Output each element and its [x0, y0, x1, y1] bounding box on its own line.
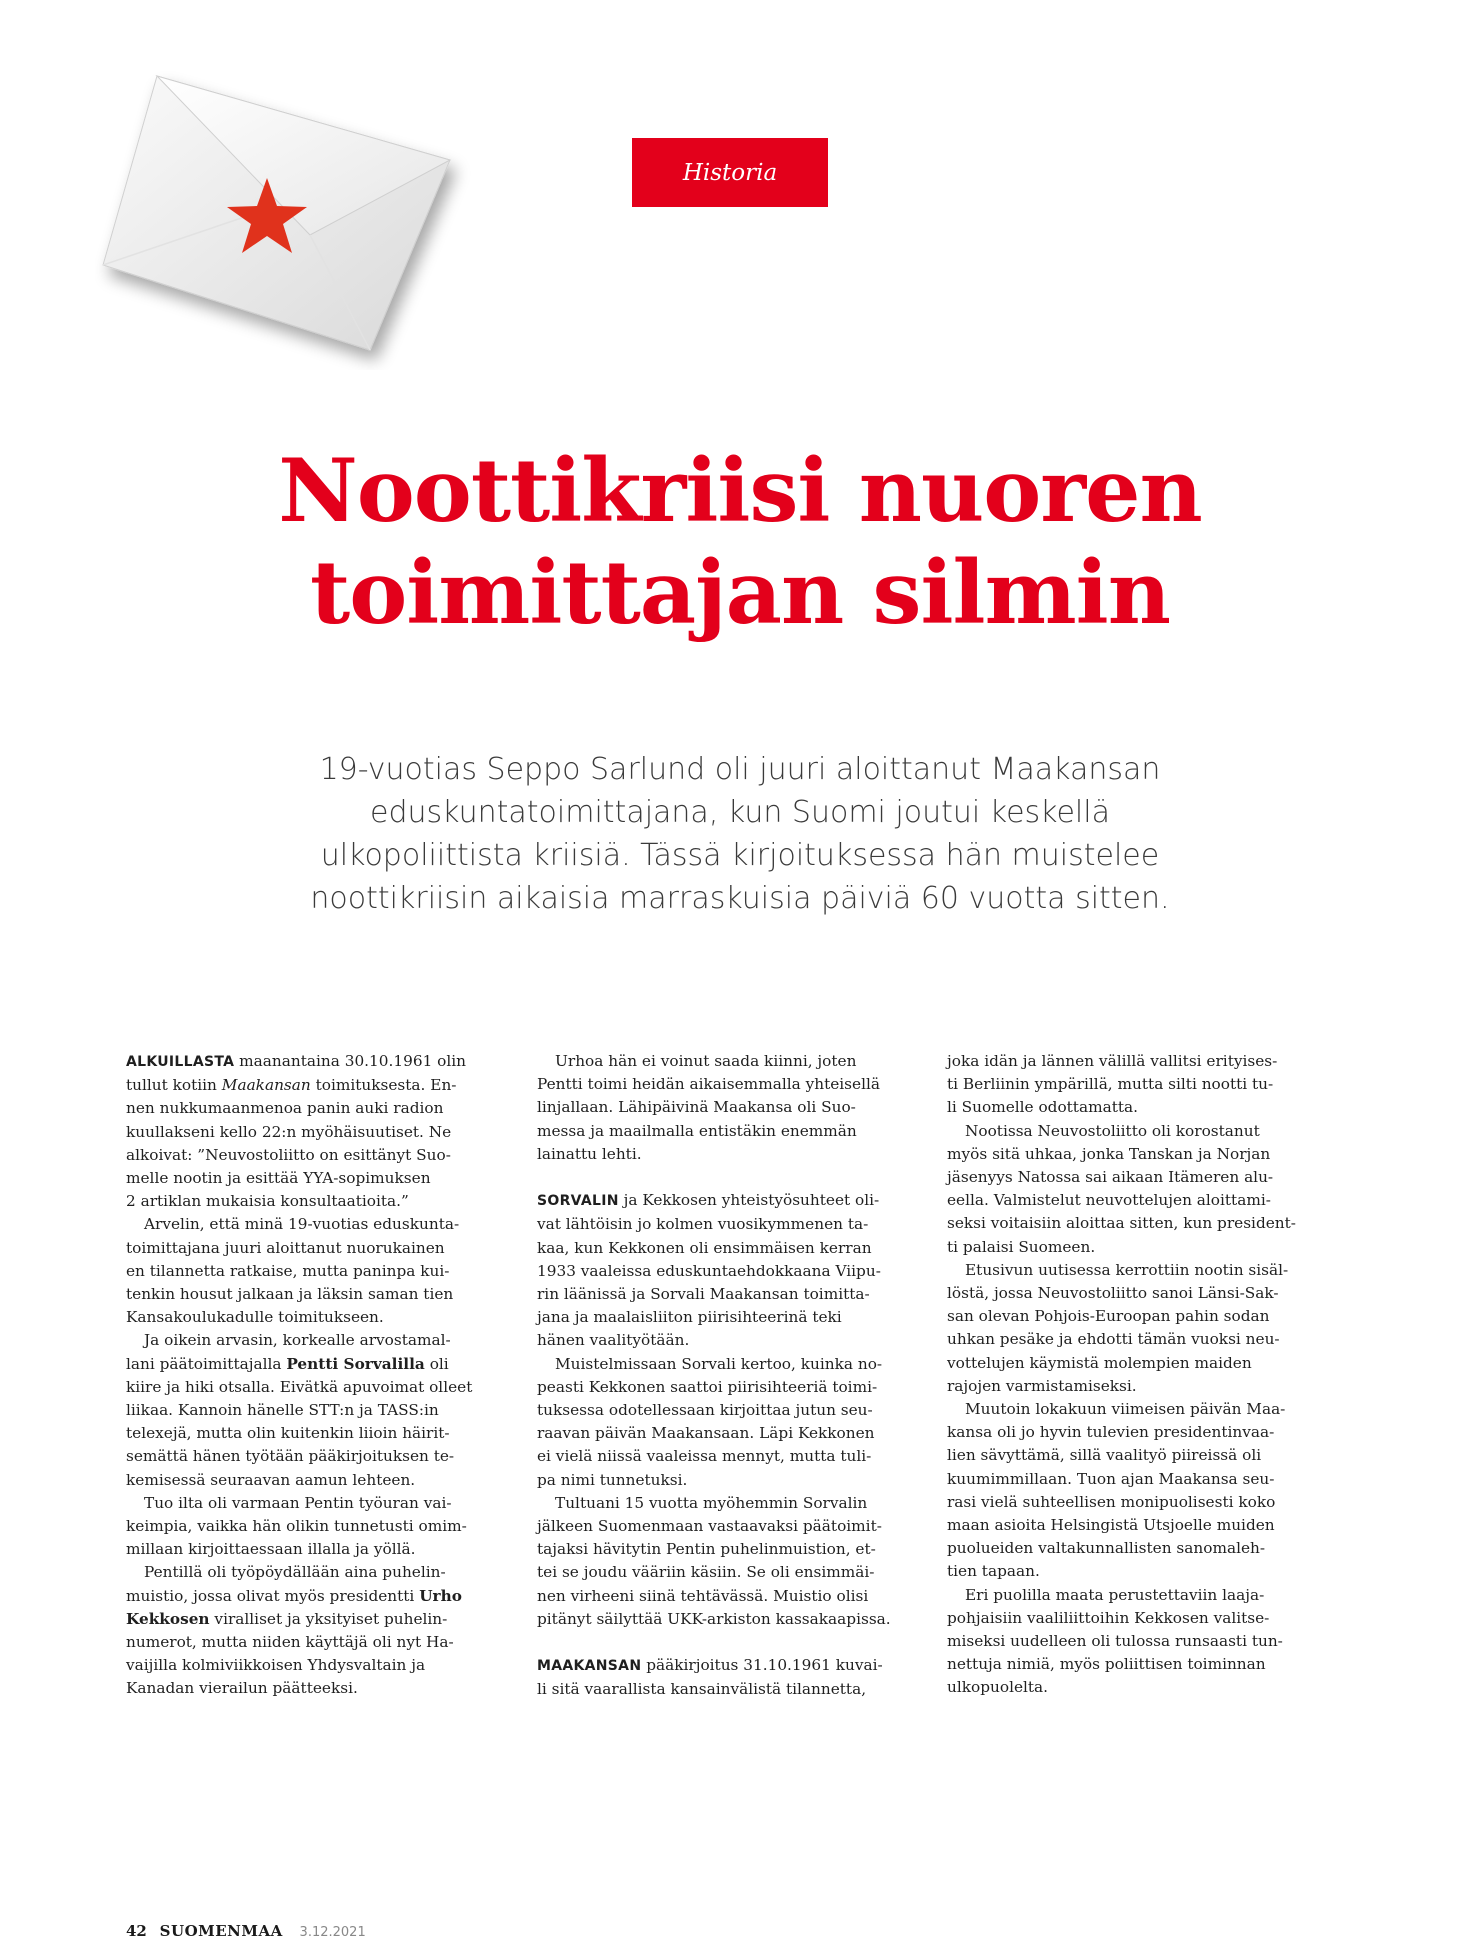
- text-run: 2 artiklan mukaisia konsultaatioita.”: [126, 1192, 409, 1211]
- text-line: [537, 1189, 927, 1213]
- text-run: Pentti toimi heidän aikaisemmalla yhteisellä: [537, 1075, 880, 1094]
- text-line: [537, 1399, 927, 1422]
- italic-text: Maakansan: [221, 1076, 311, 1095]
- text-run: Arvelin, että minä 19-vuotias eduskunta-: [144, 1215, 460, 1234]
- text-line: [126, 1422, 516, 1445]
- text-run: Kanadan vierailun päätteeksi.: [126, 1679, 358, 1698]
- text-run: tullut kotiin: [126, 1076, 222, 1095]
- text-line: [947, 1607, 1337, 1630]
- text-run: li Suomelle odottamatta.: [947, 1098, 1138, 1117]
- text-run: pitänyt säilyttää UKK-arkiston kassakaapissa.: [537, 1609, 891, 1628]
- text-run: keimpia, vaikka hän olikin tunnetusti omim-: [126, 1517, 467, 1536]
- text-line: [537, 1608, 927, 1631]
- text-run: oli: [424, 1354, 449, 1373]
- text-line: [537, 1561, 927, 1584]
- text-run: vaijilla kolmiviikkoisen Yhdysvaltain ja: [126, 1656, 426, 1675]
- text-line: [537, 1073, 927, 1096]
- text-line: [126, 1213, 516, 1236]
- text-line: [947, 1143, 1337, 1166]
- text-run: linjallaan. Lähipäivinä Maakansa oli Suo-: [537, 1098, 856, 1117]
- text-line: [947, 1468, 1337, 1491]
- text-run: vat lähtöisin jo kolmen vuosikymmenen ta-: [537, 1215, 869, 1234]
- text-run: jäsenyys Natossa sai aikaan Itämeren alu-: [947, 1168, 1274, 1187]
- text-run: lien sävyttämä, sillä vaalityö piireissä oli: [947, 1446, 1262, 1465]
- text-line: [537, 1120, 927, 1143]
- text-run: Muutoin lokakuun viimeisen päivän Maa-: [965, 1400, 1286, 1419]
- text-line: [947, 1630, 1337, 1653]
- text-run: toimituksesta. En-: [310, 1076, 457, 1095]
- text-line: [126, 1050, 516, 1074]
- article-column-1: [126, 1050, 516, 1701]
- text-line: [537, 1422, 927, 1445]
- text-line: [947, 1537, 1337, 1560]
- text-line: [537, 1306, 927, 1329]
- section-tag: Historia: [632, 138, 828, 207]
- text-line: [947, 1050, 1337, 1073]
- page-footer: [126, 1922, 366, 1940]
- text-run: miseksi uudelleen oli tulossa runsaasti tun-: [947, 1632, 1283, 1651]
- text-line: [126, 1329, 516, 1352]
- text-run: rin läänissä ja Sorvali Maakansan toimitta-: [537, 1285, 870, 1304]
- paragraph-gap: [537, 1166, 927, 1189]
- text-line: [947, 1282, 1337, 1305]
- text-line: [126, 1167, 516, 1190]
- text-run: messa ja maailmalla entistäkin enemmän: [537, 1121, 857, 1140]
- text-line: [537, 1515, 927, 1538]
- text-run: pohjaisiin vaaliliittoihin Kekkosen valitse-: [947, 1608, 1270, 1627]
- text-line: [126, 1677, 516, 1700]
- text-line: [947, 1352, 1337, 1375]
- text-line: [947, 1444, 1337, 1467]
- text-run: numerot, mutta niiden käyttäjä oli nyt Ha-: [126, 1633, 454, 1652]
- text-run: vottelujen käymistä molempien maiden: [947, 1353, 1252, 1372]
- headline-line: toimittajan silmin: [310, 541, 1170, 644]
- text-run: raavan päivän Maakansaan. Läpi Kekkonen: [537, 1424, 875, 1443]
- text-run: seksi voitaisiin aloittaa sitten, kun president-: [947, 1214, 1296, 1233]
- text-line: [947, 1328, 1337, 1351]
- text-run: ulkopuolelta.: [947, 1678, 1049, 1697]
- text-run: uhkan pesäke ja ehdotti tämän vuoksi neu-: [947, 1330, 1280, 1349]
- text-line: [947, 1560, 1337, 1583]
- text-line: [126, 1469, 516, 1492]
- text-line: [947, 1375, 1337, 1398]
- text-run: tien tapaan.: [947, 1562, 1040, 1581]
- text-run: myös sitä uhkaa, jonka Tanskan ja Norjan: [947, 1144, 1271, 1163]
- text-run: Ja oikein arvasin, korkealle arvostamal-: [144, 1331, 451, 1350]
- text-line: [537, 1445, 927, 1468]
- text-run: millaan kirjoittaessaan illalla ja yöllä.: [126, 1540, 416, 1559]
- text-run: alkoivat: ”Neuvostoliitto on esittänyt Suo-: [126, 1145, 451, 1164]
- text-run: lani päätoimittajalla: [126, 1354, 287, 1373]
- text-run: melle nootin ja esittää YYA-sopimuksen: [126, 1169, 431, 1188]
- lead-paragraph: [270, 748, 1210, 920]
- text-line: [537, 1096, 927, 1119]
- text-run: eella. Valmistelut neuvottelujen aloittami-: [947, 1191, 1271, 1210]
- text-line: [537, 1283, 927, 1306]
- text-run: jälkeen Suomenmaan vastaavaksi päätoimit-: [537, 1517, 882, 1536]
- text-line: [537, 1678, 927, 1701]
- text-run: joka idän ja lännen välillä vallitsi erityises-: [947, 1052, 1278, 1070]
- text-run: puolueiden valtakunnallisten sanomaleh-: [947, 1539, 1266, 1558]
- paragraph-gap: [537, 1631, 927, 1654]
- text-run: maanantaina 30.10.1961 olin: [234, 1052, 467, 1070]
- text-line: [947, 1653, 1337, 1676]
- text-line: [947, 1189, 1337, 1212]
- text-line: [947, 1305, 1337, 1328]
- text-line: [126, 1121, 516, 1144]
- text-run: löstä, jossa Neuvostoliitto sanoi Länsi-Sak-: [947, 1284, 1279, 1303]
- publication-name: SUOMENMAA: [159, 1922, 283, 1940]
- text-line: [537, 1585, 927, 1608]
- text-run: kaa, kun Kekkonen oli ensimmäisen kerran: [537, 1238, 872, 1257]
- text-run: muistio, jossa olivat myös presidentti: [126, 1586, 420, 1605]
- text-line: [537, 1329, 927, 1352]
- text-run: jana ja maalaisliiton piirisihteerinä teki: [537, 1308, 842, 1327]
- text-run: Muistelmissaan Sorvali kertoo, kuinka no-: [555, 1354, 883, 1373]
- text-line: [537, 1237, 927, 1260]
- text-line: [126, 1538, 516, 1561]
- text-line: [126, 1492, 516, 1515]
- text-line: [537, 1353, 927, 1376]
- text-run: tei se joudu vääriin käsiin. Se oli ensimmäi-: [537, 1563, 875, 1582]
- text-line: [126, 1445, 516, 1468]
- article-column-2: [537, 1050, 927, 1702]
- text-line: [947, 1120, 1337, 1143]
- bold-name: Urho: [419, 1586, 462, 1605]
- text-line: [126, 1631, 516, 1654]
- text-line: [537, 1654, 927, 1678]
- text-line: [947, 1491, 1337, 1514]
- text-run: telexejä, mutta olin kuitenkin liioin häirit-: [126, 1424, 450, 1443]
- text-line: [126, 1237, 516, 1260]
- text-line: [126, 1608, 516, 1631]
- text-line: [126, 1144, 516, 1167]
- text-line: [537, 1376, 927, 1399]
- text-line: [947, 1212, 1337, 1235]
- text-run: semättä hänen työtään pääkirjoituksen te-: [126, 1447, 455, 1466]
- text-run: hänen vaalityötään.: [537, 1331, 690, 1350]
- text-line: [537, 1469, 927, 1492]
- text-run: san olevan Pohjois-Euroopan pahin sodan: [947, 1307, 1270, 1326]
- bold-name: Pentti Sorvalilla: [286, 1354, 425, 1373]
- text-run: lainattu lehti.: [537, 1144, 642, 1163]
- text-run: Eri puolilla maata perustettaviin laaja-: [965, 1585, 1265, 1604]
- text-run: maan asioita Helsingistä Utsjoelle muiden: [947, 1516, 1275, 1535]
- text-line: [947, 1676, 1337, 1699]
- text-run: Tuo ilta oli varmaan Pentin työuran vai-: [144, 1493, 452, 1512]
- article-column-3: [947, 1050, 1337, 1700]
- text-line: [537, 1492, 927, 1515]
- text-run: nettuja nimiä, myös poliittisen toiminnan: [947, 1655, 1266, 1674]
- text-line: [947, 1398, 1337, 1421]
- text-line: [126, 1399, 516, 1422]
- text-line: [126, 1515, 516, 1538]
- text-run: ti palaisi Suomeen.: [947, 1237, 1096, 1256]
- text-line: [126, 1561, 516, 1584]
- text-line: [537, 1143, 927, 1166]
- text-run: Urhoa hän ei voinut saada kiinni, joten: [555, 1052, 857, 1070]
- text-line: [947, 1514, 1337, 1537]
- issue-date: 3.12.2021: [299, 1925, 366, 1940]
- text-run: tuksessa odotellessaan kirjoittaa jutun seu-: [537, 1401, 873, 1420]
- text-run: liikaa. Kannoin hänelle STT:n ja TASS:in: [126, 1401, 439, 1420]
- text-run: Kansakoulukadulle toimitukseen.: [126, 1308, 384, 1327]
- text-run: nen virheeni siinä tehtävässä. Muistio olisi: [537, 1586, 869, 1605]
- text-line: [126, 1074, 516, 1097]
- text-run: li sitä vaarallista kansainvälistä tilannetta,: [537, 1680, 867, 1699]
- text-run: toimittajana juuri aloittanut nuorukainen: [126, 1238, 445, 1257]
- lead-line: noottikriisin aikaisia marraskuisia päiviä 60 vuotta sitten.: [310, 881, 1170, 916]
- text-line: [947, 1166, 1337, 1189]
- text-run: 1933 vaaleissa eduskuntaehdokkaana Viipu-: [537, 1261, 881, 1280]
- text-run: rasi vielä suhteellisen monipuolisesti koko: [947, 1492, 1276, 1511]
- text-run: kemisessä seuraavan aamun lehteen.: [126, 1470, 416, 1489]
- text-line: [537, 1050, 927, 1073]
- text-line: [537, 1213, 927, 1236]
- lead-line: eduskuntatoimittajana, kun Suomi joutui keskellä: [370, 795, 1110, 830]
- text-run: pääkirjoitus 31.10.1961 kuvai-: [641, 1656, 883, 1675]
- text-line: [947, 1259, 1337, 1282]
- text-run: nen nukkumaanmenoa panin auki radion: [126, 1099, 444, 1118]
- bold-name: Kekkosen: [126, 1609, 210, 1628]
- text-line: [126, 1654, 516, 1677]
- text-run: viralliset ja yksityiset puhelin-: [209, 1609, 448, 1628]
- text-line: [126, 1306, 516, 1329]
- lead-word: SORVALIN: [537, 1193, 619, 1210]
- text-run: en tilannetta ratkaise, mutta paninpa kui-: [126, 1261, 450, 1280]
- text-run: peasti Kekkonen saattoi piirisihteeriä toimi-: [537, 1377, 878, 1396]
- text-run: kuullakseni kello 22:n myöhäisuutiset. Ne: [126, 1122, 452, 1141]
- lead-line: 19-vuotias Seppo Sarlund oli juuri aloittanut Maakansan: [319, 752, 1161, 787]
- text-line: [126, 1097, 516, 1120]
- text-run: rajojen varmistamiseksi.: [947, 1376, 1137, 1395]
- text-line: [947, 1096, 1337, 1119]
- text-run: Tultuani 15 vuotta myöhemmin Sorvalin: [555, 1493, 868, 1512]
- text-run: tenkin housut jalkaan ja läksin saman tien: [126, 1285, 454, 1304]
- envelope-illustration: [95, 60, 475, 370]
- headline: [0, 440, 1480, 644]
- text-run: kansa oli jo hyvin tulevien presidentinvaa-: [947, 1423, 1275, 1442]
- text-run: ei vielä niissä vaaleissa mennyt, mutta tuli-: [537, 1447, 872, 1466]
- page-number: 42: [126, 1922, 147, 1940]
- text-line: [537, 1260, 927, 1283]
- headline-line: Noottikriisi nuoren: [278, 439, 1202, 542]
- text-line: [126, 1283, 516, 1306]
- text-run: Etusivun uutisessa kerrottiin nootin sisäl-: [965, 1260, 1289, 1279]
- text-run: ti Berliinin ympärillä, mutta silti nootti tu-: [947, 1075, 1274, 1094]
- text-run: kiire ja hiki otsalla. Eivätkä apuvoimat olleet: [126, 1377, 473, 1396]
- text-line: [126, 1585, 516, 1608]
- lead-word: ALKUILLASTA: [126, 1054, 235, 1070]
- text-line: [126, 1190, 516, 1213]
- text-line: [947, 1584, 1337, 1607]
- text-run: Pentillä oli työpöydällään aina puhelin-: [144, 1563, 446, 1582]
- lead-word: MAAKANSAN: [537, 1658, 642, 1675]
- lead-line: ulkopoliittista kriisiä. Tässä kirjoituksessa hän muistelee: [320, 838, 1160, 873]
- text-run: Nootissa Neuvostoliitto oli korostanut: [965, 1121, 1260, 1140]
- text-line: [947, 1073, 1337, 1096]
- text-line: [126, 1376, 516, 1399]
- text-run: ja Kekkosen yhteistyösuhteet oli-: [618, 1191, 880, 1210]
- text-run: pa nimi tunnetuksi.: [537, 1470, 688, 1489]
- text-line: [947, 1236, 1337, 1259]
- text-line: [947, 1421, 1337, 1444]
- text-line: [537, 1538, 927, 1561]
- text-run: tajaksi hävitytin Pentin puhelinmuistion, et-: [537, 1540, 876, 1559]
- text-line: [126, 1353, 516, 1376]
- text-line: [126, 1260, 516, 1283]
- text-run: kuumimmillaan. Tuon ajan Maakansa seu-: [947, 1469, 1275, 1488]
